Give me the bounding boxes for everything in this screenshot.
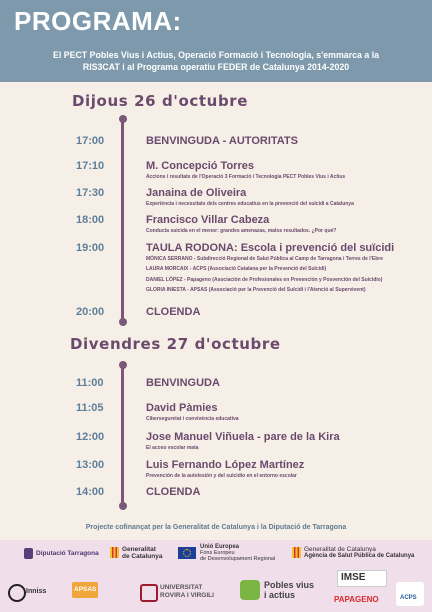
pobles-logo-text-1: Pobles vius xyxy=(264,580,315,590)
panelist: DANIEL LÓPEZ - Papageno (Asociación de Profesionales en Prevención y Posvención del Suicidio) xyxy=(146,277,383,283)
timeline-dot xyxy=(119,361,127,369)
time-label: 20:00 xyxy=(76,306,105,318)
aspc-logo-text-2: Agència de Salut Pública de Catalunya xyxy=(304,553,415,559)
day-heading-2: Divendres 27 d'octubre xyxy=(70,335,281,353)
speaker-name: David Pàmies xyxy=(146,402,218,414)
session-title: BENVINGUDA xyxy=(146,377,220,389)
session-detail: El acoso escolar mata xyxy=(146,445,199,451)
session-title: CLOENDA xyxy=(146,486,201,498)
speaker-name: Luis Fernando López Martínez xyxy=(146,459,305,471)
round-table-title: TAULA RODONA: Escola i prevenció del suïcidi xyxy=(146,242,395,254)
logo-band xyxy=(0,540,432,612)
session-title: CLOENDA xyxy=(146,306,201,318)
speaker-name: Jose Manuel Viñuela - pare de la Kira xyxy=(146,431,340,443)
session-title: BENVINGUDA - AUTORITATS xyxy=(146,135,298,147)
day-heading-1: Dijous 26 d'octubre xyxy=(72,92,249,110)
session-detail: Accions i resultats de l'Operació 3 Formació i Tecnologia PECT Pobles Vius i Actius xyxy=(146,174,346,180)
inniss-logo-text: Inniss xyxy=(26,588,47,595)
timeline-dot xyxy=(119,318,127,326)
acps-logo-box xyxy=(396,582,424,606)
session-detail: Prevención de la autolesión y del suicidio en el entorno escolar xyxy=(146,473,297,479)
subtitle-line-2: RIS3CAT i al Programa operatiu FEDER de Catalunya 2014-2020 xyxy=(82,62,350,72)
inniss-logo-mark xyxy=(8,584,26,602)
subtitle-line-1: El PECT Pobles Vius i Actius, Operació Formació i Tecnologia, s'emmarca a la xyxy=(52,50,380,60)
generalitat-logo-text-2: de Catalunya xyxy=(122,553,163,560)
time-label: 17:10 xyxy=(76,160,105,172)
panelist: MÒNICA SERRANO - Subdirecció Regional de Salut Pública al Camp de Tarragona i Terres de l'Ebre xyxy=(146,256,383,262)
apsas-logo-text: APSAS xyxy=(74,586,97,593)
cofinancing-note: Projecte cofinançat per la Generalitat de Catalunya i la Diputació de Tarragona xyxy=(85,524,347,531)
eu-logo-text-3: de Desenvolupament Regional xyxy=(200,556,276,562)
time-label: 17:30 xyxy=(76,187,105,199)
acps-logo-text: ACPS xyxy=(400,595,417,601)
time-label: 11:05 xyxy=(76,402,104,414)
session-detail: Experiència i necessitats dels centres educatius en la prevenció del suïcidi a Catalunya xyxy=(146,201,354,207)
page-title: PROGRAMA: xyxy=(14,6,182,36)
aspc-logo-text-1: Generalitat de Catalunya xyxy=(304,546,376,553)
urv-logo-mark xyxy=(140,584,158,602)
pobles-logo-mark xyxy=(240,580,260,600)
speaker-name: Francisco Villar Cabeza xyxy=(146,214,270,226)
session-detail: Ciberseguretat i convivència educativa xyxy=(146,416,239,422)
imse-logo-text: IMSE xyxy=(341,572,366,583)
timeline-line-1 xyxy=(121,118,124,322)
diputacio-logo-text: Diputació Tarragona xyxy=(36,550,99,557)
time-label: 17:00 xyxy=(76,135,105,147)
time-label: 18:00 xyxy=(76,214,105,226)
time-label: 14:00 xyxy=(76,486,105,498)
panelist: GLORIA INIESTA - APSAS (Associació per la Prevenció del Suïcidi i l'Atenció al Supervivent) xyxy=(146,287,366,293)
papageno-logo-text: PAPAGENO xyxy=(334,595,379,604)
diputacio-logo-mark xyxy=(24,548,33,559)
timeline-dot xyxy=(119,115,127,123)
time-label: 12:00 xyxy=(76,431,105,443)
speaker-name: M. Concepció Torres xyxy=(146,160,254,172)
aspc-logo-mark xyxy=(292,547,301,558)
time-label: 13:00 xyxy=(76,459,105,471)
generalitat-logo-mark xyxy=(110,547,119,558)
timeline-dot xyxy=(119,502,127,510)
time-label: 11:00 xyxy=(76,377,104,389)
eu-flag-icon xyxy=(178,547,196,559)
urv-logo-text-2: ROVIRA I VIRGILI xyxy=(160,592,214,599)
speaker-name: Janaina de Oliveira xyxy=(146,187,247,199)
time-label: 19:00 xyxy=(76,242,105,254)
timeline-line-2 xyxy=(121,364,124,506)
pobles-logo-text-2: i actius xyxy=(264,590,296,600)
panelist: LAURA MORCAIX - ACPS (Associació Catalana per la Prevenció del Suïcidi) xyxy=(146,266,327,272)
urv-logo-text-1: UNIVERSITAT xyxy=(160,584,203,591)
generalitat-logo-text-1: Generalitat xyxy=(122,546,156,553)
eu-logo-text-2: Fons Europeu xyxy=(200,550,235,556)
session-detail: Conducta suicida en el menor: grandes amenazas, malos resultados. ¿Por qué? xyxy=(146,228,337,234)
eu-logo-text-1: Unió Europea xyxy=(200,544,240,550)
